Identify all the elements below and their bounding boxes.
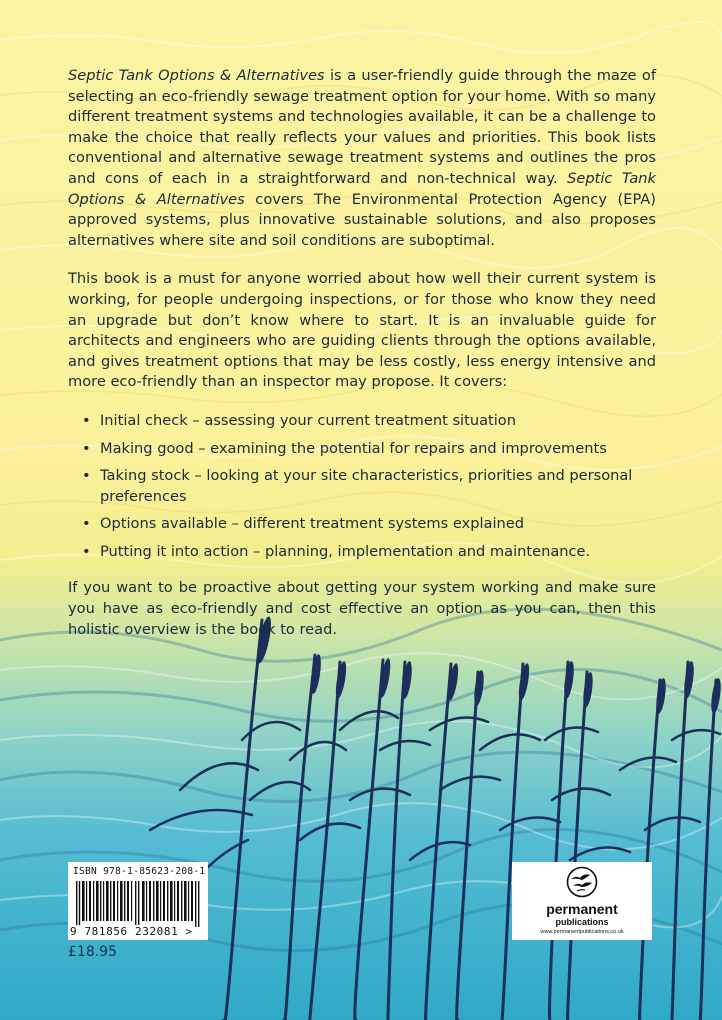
list-item: • Taking stock – looking at your site characteristics, priorities and personal preferences (100, 466, 656, 507)
book-title-italic: Septic Tank Options & Alternatives (68, 67, 325, 84)
list-item: • Options available – different treatment systems explained (100, 514, 656, 535)
price-label: £18.95 (68, 944, 117, 960)
publisher-emblem-icon (566, 866, 598, 898)
blurb-text (68, 66, 656, 658)
barcode-bars (76, 881, 200, 927)
list-item: • Making good – examining the potential for repairs and improvements (100, 439, 656, 460)
publisher-url: www.permanentpublications.co.uk (540, 929, 624, 935)
barcode-digits: 9 781856 232081 > (70, 925, 193, 938)
isbn-barcode (68, 862, 208, 940)
blurb-paragraph-audience: This book is a must for anyone worried about how well their current system is working, for people undergoing inspections, or for those who know they need an upgrade but don’t know where to start. It is an invaluable guide for architects and engineers who are guiding clients through the options available, and gives treatment options that may be less costly, less energy intensive and more eco-friendly than an inspector may propose. It covers: (68, 270, 656, 391)
blurb-paragraph-closing: If you want to be proactive about getting your system working and make sure you have as eco-friendly and cost effective an option as you can, then this holistic overview is the book to read. (68, 579, 656, 638)
list-item: • Initial check – assessing your current treatment situation (100, 411, 656, 432)
publisher-name: permanent (546, 901, 618, 917)
publisher-sub: publications (555, 917, 609, 927)
publisher-logo (512, 862, 652, 940)
list-item: • Putting it into action – planning, implementation and maintenance. (100, 542, 656, 563)
blurb-paragraph-intro: Septic Tank Options & Alternatives is a user-friendly guide through the maze of selecting an eco-friendly sewage treatment option for your home. With so many different treatment systems and technologies available, it can be a challenge to make the choice that really reflects your values and priorities. This book lists conventional and alternative sewage treatment systems and outlines the pros and cons of each in a straightforward and non-technical way. Septic Tank Options & Alternatives covers The Environmental Protection Agency (EPA) approved systems, plus innovative sustainable solutions, and also proposes alternatives where site and soil conditions are suboptimal. (68, 67, 656, 249)
isbn-label: ISBN 978-1-85623-208-1 (73, 866, 206, 877)
covers-list (68, 411, 656, 563)
book-title-italic: Septic Tank Options & Alternatives (68, 169, 656, 208)
